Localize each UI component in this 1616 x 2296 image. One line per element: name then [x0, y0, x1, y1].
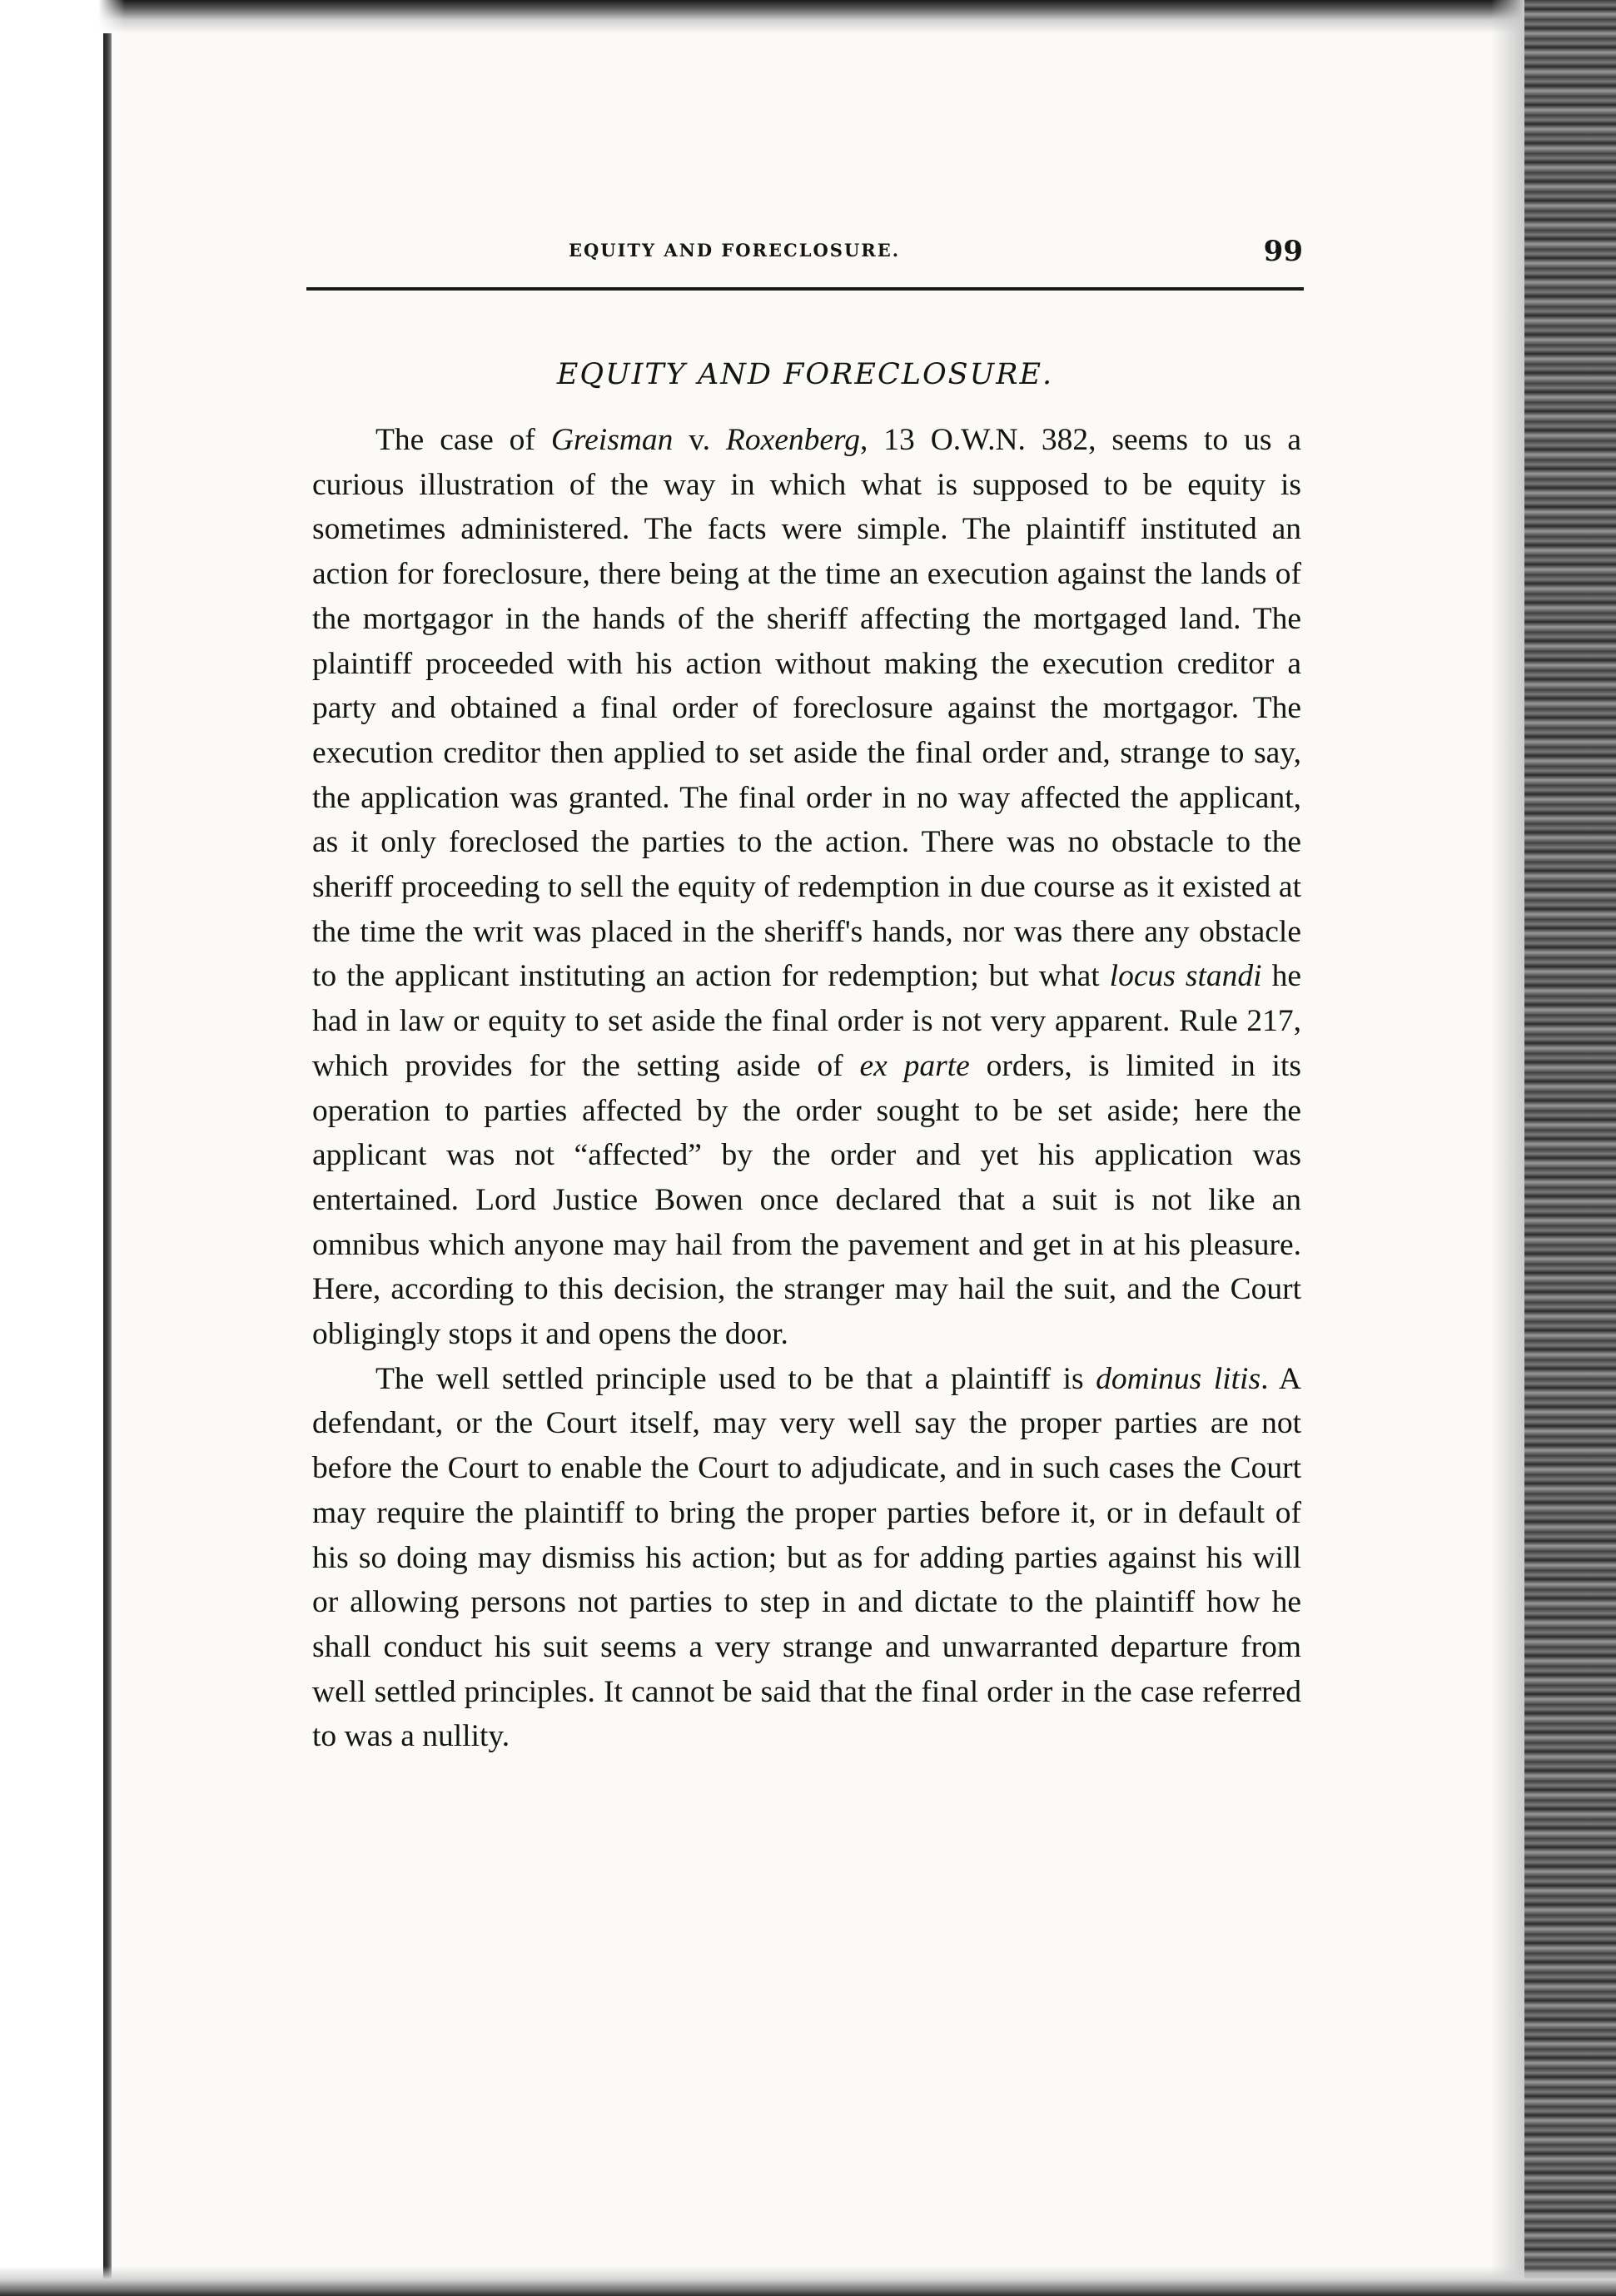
italic-text: locus standi	[1109, 959, 1262, 994]
scan-binding-shadow	[103, 33, 112, 2281]
text-run: orders, is limited in its operation to parties affected by the order sought to be set aside; here the applicant was not “affected” by the order and yet his application was entertained. Lord Justice Bowen once declared that a suit is not like an omnibus which anyone may hail from the pavement and get in at his pleasure. Here, according to this decision, the stranger may hail the suit, and the Court obligingly stops it and opens the door.	[312, 1048, 1301, 1352]
paragraph	[312, 418, 1301, 1357]
text-run: , 13 O.W.N. 382, seems to us a curious illustration of the way in which what is supposed to be equity is sometimes administered. The facts were simple. The plaintiff instituted an action for foreclosure, there being at the time an execution against the lands of the mortgagor in the hands of the sheriff affecting the mortgaged land. The plaintiff proceeded with his action without making the execution creditor a party and obtained a final order of foreclosure against the mortgagor. The execution creditor then applied to set aside the final order and, strange to say, the application was granted. The final order in no way affected the applicant, as it only foreclosed the parties to the action. There was no obstacle to the sheriff proceeding to sell the equity of redemption in due course as it existed at the time the writ was placed in the sheriff's hands, nor was there any obstacle to the applicant instituting an action for redemption; but what	[312, 423, 1301, 994]
italic-text: Greisman	[550, 423, 674, 457]
text-run: he had in law or equity to set aside the final order is not very apparent. Rule 217, which provides for the setting aside of	[312, 959, 1301, 1083]
scan-edge-right-fade	[1491, 0, 1524, 2296]
italic-text: dominus litis	[1096, 1361, 1261, 1396]
running-head-title: EQUITY AND FORECLOSURE.	[568, 240, 901, 261]
scan-edge-bottom	[0, 2266, 1616, 2296]
article-body	[312, 418, 1301, 1759]
italic-text: Roxenberg	[725, 423, 860, 457]
article-heading: EQUITY AND FORECLOSURE.	[556, 358, 1054, 391]
text-run: The well settled principle used to be that a plaintiff is	[375, 1361, 1096, 1396]
text-run: The case of	[375, 423, 551, 457]
scan-edge-top	[0, 0, 1616, 33]
scan-edge-right	[1524, 0, 1616, 2296]
text-run: v.	[673, 423, 726, 457]
page-number: 99	[1263, 235, 1303, 268]
running-head	[300, 235, 1315, 275]
paragraph	[312, 1357, 1301, 1759]
header-rule	[306, 287, 1304, 291]
italic-text: ex parte	[859, 1048, 970, 1083]
text-run: . A defendant, or the Court itself, may very well say the proper parties are not before the Court to enable the Court to adjudicate, and in such cases the Court may require the plaintiff to bring the proper parties before it, or in default of his so doing may dismiss his action; but as for adding parties against his will or allowing persons not parties to step in and dictate to the plaintiff how he shall conduct his suit seems a very strange and unwarranted departure from well settled principles. It cannot be said that the final order in the case referred to was a nullity.	[312, 1361, 1301, 1754]
